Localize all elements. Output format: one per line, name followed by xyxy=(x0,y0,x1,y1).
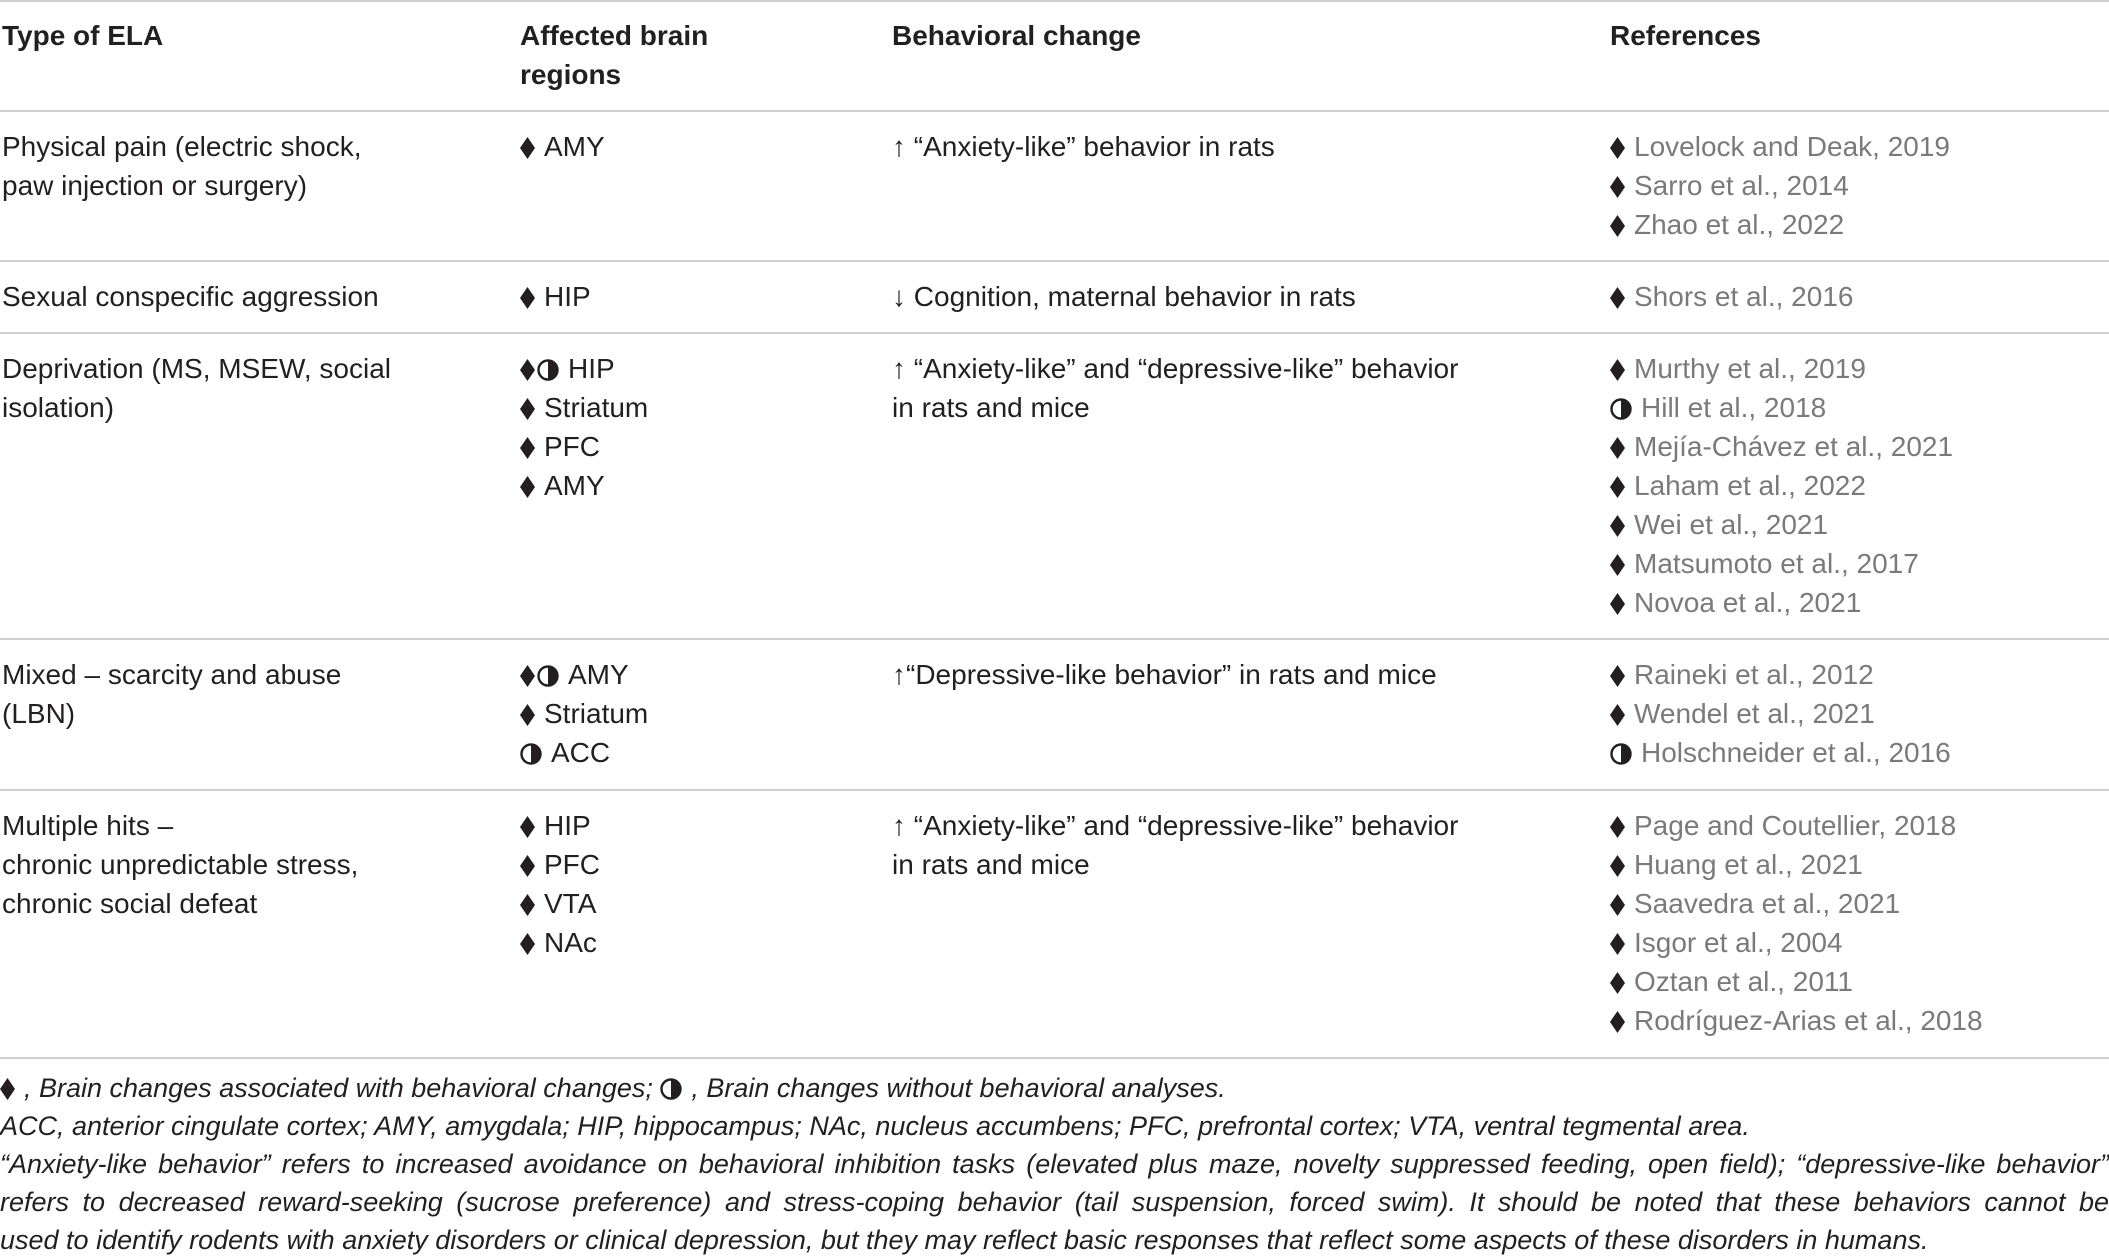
row-3-behavior-line: ↑ “Anxiety-like” and “depressive-like” behavior xyxy=(892,353,1459,384)
reference-text[interactable]: Wei et al., 2021 xyxy=(1634,509,1829,540)
row-2-type xyxy=(2,277,379,316)
region-item xyxy=(520,694,648,733)
row-4-type-line: Mixed – scarcity and abuse xyxy=(2,659,342,690)
region-text: HIP xyxy=(544,810,591,841)
row-3-type xyxy=(2,349,391,427)
footnote-abbreviations: ACC, anterior cingulate cortex; AMY, amygdala; HIP, hippocampus; NAc, nucleus accumbens; PFC, prefrontal cortex; VTA, ventral tegmental area. xyxy=(0,1111,1750,1141)
diamond-icon xyxy=(1610,972,1625,994)
region-text: Striatum xyxy=(544,392,649,423)
row-1-bottom-rule xyxy=(0,260,2109,262)
region-text: AMY xyxy=(568,659,629,690)
reference-text[interactable]: Huang et al., 2021 xyxy=(1634,849,1863,880)
row-3-type-line: isolation) xyxy=(2,392,115,423)
header-affected-brain-regions-line: Affected brain xyxy=(520,20,709,51)
row-5-type-line: Multiple hits – xyxy=(2,810,174,841)
region-item xyxy=(520,127,605,166)
reference-item[interactable] xyxy=(1610,466,1953,505)
row-5-type-line: chronic unpredictable stress, xyxy=(2,849,359,880)
reference-item[interactable] xyxy=(1610,583,1953,622)
reference-text[interactable]: Wendel et al., 2021 xyxy=(1634,698,1875,729)
diamond-icon xyxy=(1610,287,1625,309)
diamond-icon xyxy=(520,398,535,420)
diamond-icon xyxy=(520,894,535,916)
diamond-icon xyxy=(1610,476,1625,498)
region-item xyxy=(520,655,648,694)
region-item xyxy=(520,349,648,388)
half-circle-icon xyxy=(520,743,542,765)
diamond-icon xyxy=(520,287,535,309)
reference-text[interactable]: Zhao et al., 2022 xyxy=(1634,209,1845,240)
row-5-type-line: chronic social defeat xyxy=(2,888,258,919)
diamond-icon xyxy=(1610,215,1625,237)
row-3-behavior-line: in rats and mice xyxy=(892,392,1090,423)
diamond-icon xyxy=(520,359,535,381)
diamond-icon xyxy=(520,816,535,838)
reference-item[interactable] xyxy=(1610,277,1853,316)
region-item xyxy=(520,806,600,845)
diamond-icon xyxy=(1610,933,1625,955)
region-item xyxy=(520,388,648,427)
region-text: AMY xyxy=(544,131,605,162)
diamond-icon xyxy=(0,1078,15,1100)
reference-text[interactable]: Page and Coutellier, 2018 xyxy=(1634,810,1957,841)
row-2-type-line: Sexual conspecific aggression xyxy=(2,281,379,312)
reference-text[interactable]: Laham et al., 2022 xyxy=(1634,470,1866,501)
half-circle-icon xyxy=(1610,743,1632,765)
header-affected-brain-regions-line: regions xyxy=(520,59,622,90)
row-1-type xyxy=(2,127,361,205)
footnote-definition-line-1: “Anxiety-like behavior” refers to increased avoidance on behavioral inhibition tasks (elevated plus maze, novelty suppressed feeding, open field); “depressive-like behavior” xyxy=(0,1149,2109,1179)
reference-item[interactable] xyxy=(1610,349,1953,388)
region-text: PFC xyxy=(544,849,600,880)
row-1-behavior xyxy=(892,127,1275,166)
header-bottom-rule xyxy=(0,110,2109,112)
region-item xyxy=(520,845,600,884)
footnote-definition-line-3: used to identify rodents with anxiety disorders or clinical depression, but they may reflect basic responses that reflect some aspects of these disorders in humans. xyxy=(0,1225,1929,1255)
reference-item[interactable] xyxy=(1610,544,1953,583)
diamond-icon xyxy=(1610,894,1625,916)
region-text: HIP xyxy=(568,353,615,384)
diamond-icon xyxy=(1610,437,1625,459)
reference-text[interactable]: Rodríguez-Arias et al., 2018 xyxy=(1634,1005,1983,1036)
row-5-references xyxy=(1610,806,1983,1040)
reference-text[interactable]: Hill et al., 2018 xyxy=(1641,392,1827,423)
reference-item[interactable] xyxy=(1610,655,1951,694)
row-1-behavior-line: ↑ “Anxiety-like” behavior in rats xyxy=(892,131,1275,162)
reference-item[interactable] xyxy=(1610,884,1983,923)
row-2-bottom-rule xyxy=(0,332,2109,334)
row-3-references xyxy=(1610,349,1953,622)
legend-half-text: , Brain changes without behavioral analyses. xyxy=(691,1073,1226,1103)
diamond-icon xyxy=(1610,816,1625,838)
region-text: PFC xyxy=(544,431,600,462)
diamond-icon xyxy=(1610,176,1625,198)
reference-item[interactable] xyxy=(1610,166,1950,205)
row-2-behavior xyxy=(892,277,1356,316)
header-behavioral-change xyxy=(892,16,1141,55)
header-references xyxy=(1610,16,1761,55)
reference-text[interactable]: Matsumoto et al., 2017 xyxy=(1634,548,1919,579)
diamond-icon xyxy=(1610,665,1625,687)
row-5-behavior-line: ↑ “Anxiety-like” and “depressive-like” behavior xyxy=(892,810,1459,841)
reference-item[interactable] xyxy=(1610,845,1983,884)
reference-item[interactable] xyxy=(1610,505,1953,544)
diamond-icon xyxy=(520,137,535,159)
region-item xyxy=(520,427,648,466)
table-top-rule xyxy=(0,0,2109,2)
row-1-references xyxy=(1610,127,1950,244)
diamond-icon xyxy=(1610,1011,1625,1033)
header-behavioral-change-line: Behavioral change xyxy=(892,20,1141,51)
row-3-type-line: Deprivation (MS, MSEW, social xyxy=(2,353,391,384)
reference-item[interactable] xyxy=(1610,127,1950,166)
region-item xyxy=(520,923,600,962)
row-5-behavior-line: in rats and mice xyxy=(892,849,1090,880)
diamond-icon xyxy=(1610,593,1625,615)
region-text: VTA xyxy=(544,888,597,919)
diamond-icon xyxy=(520,855,535,877)
row-3-bottom-rule xyxy=(0,638,2109,640)
row-5-regions xyxy=(520,806,600,962)
reference-text[interactable]: Mejía-Chávez et al., 2021 xyxy=(1634,431,1954,462)
reference-item[interactable] xyxy=(1610,923,1983,962)
reference-text[interactable]: Shors et al., 2016 xyxy=(1634,281,1854,312)
reference-text[interactable]: Lovelock and Deak, 2019 xyxy=(1634,131,1950,162)
row-3-regions xyxy=(520,349,648,505)
diamond-icon xyxy=(520,437,535,459)
row-4-type-line: (LBN) xyxy=(2,698,76,729)
diamond-icon xyxy=(1610,554,1625,576)
legend-diamond-text: , Brain changes associated with behavioral changes; xyxy=(24,1073,661,1103)
region-text: NAc xyxy=(544,927,597,958)
footnote-legend xyxy=(0,1069,2109,1107)
region-item xyxy=(520,277,591,316)
row-2-behavior-line: ↓ Cognition, maternal behavior in rats xyxy=(892,281,1356,312)
table-footnotes xyxy=(0,1069,2109,1259)
header-type-of-ela xyxy=(2,16,163,55)
row-1-type-line: paw injection or surgery) xyxy=(2,170,308,201)
row-1-type-line: Physical pain (electric shock, xyxy=(2,131,362,162)
row-4-regions xyxy=(520,655,648,772)
header-affected-brain-regions xyxy=(520,16,708,94)
header-type-of-ela-line: Type of ELA xyxy=(2,20,164,51)
diamond-icon xyxy=(520,665,535,687)
diamond-icon xyxy=(1610,137,1625,159)
half-circle-icon xyxy=(537,359,559,381)
row-2-references xyxy=(1610,277,1853,316)
diamond-icon xyxy=(1610,359,1625,381)
reference-item[interactable] xyxy=(1610,388,1953,427)
row-4-behavior-line: ↑“Depressive-like behavior” in rats and mice xyxy=(892,659,1437,690)
diamond-icon xyxy=(1610,704,1625,726)
row-5-type xyxy=(2,806,358,923)
reference-item[interactable] xyxy=(1610,962,1983,1001)
region-text: Striatum xyxy=(544,698,649,729)
row-4-behavior xyxy=(892,655,1437,694)
diamond-icon xyxy=(520,476,535,498)
row-5-bottom-rule xyxy=(0,1057,2109,1059)
reference-text[interactable]: Isgor et al., 2004 xyxy=(1634,927,1843,958)
diamond-icon xyxy=(520,704,535,726)
reference-item[interactable] xyxy=(1610,1001,1983,1040)
region-item xyxy=(520,884,600,923)
diamond-icon xyxy=(1610,855,1625,877)
footnote-definition-line-2: refers to decreased reward-seeking (sucrose preference) and stress-coping behavior (tail suspension, forced swim). It should be noted that these behaviors cannot be xyxy=(0,1187,2109,1217)
reference-text[interactable]: Saavedra et al., 2021 xyxy=(1634,888,1901,919)
reference-text[interactable]: Novoa et al., 2021 xyxy=(1634,587,1862,618)
reference-text[interactable]: Holschneider et al., 2016 xyxy=(1641,737,1951,768)
half-circle-icon xyxy=(1610,398,1632,420)
half-circle-icon xyxy=(660,1078,682,1100)
half-circle-icon xyxy=(537,665,559,687)
reference-text[interactable]: Oztan et al., 2011 xyxy=(1634,966,1853,997)
region-text: AMY xyxy=(544,470,605,501)
row-4-bottom-rule xyxy=(0,789,2109,791)
header-references-line: References xyxy=(1610,20,1761,51)
diamond-icon xyxy=(1610,515,1625,537)
row-4-type xyxy=(2,655,341,733)
region-text: HIP xyxy=(544,281,591,312)
reference-item[interactable] xyxy=(1610,205,1950,244)
region-item xyxy=(520,733,648,772)
reference-item[interactable] xyxy=(1610,733,1951,772)
row-4-references xyxy=(1610,655,1951,772)
row-5-behavior xyxy=(892,806,1458,884)
diamond-icon xyxy=(520,933,535,955)
reference-item[interactable] xyxy=(1610,427,1953,466)
row-3-behavior xyxy=(892,349,1458,427)
region-text: ACC xyxy=(551,737,611,768)
reference-text[interactable]: Raineki et al., 2012 xyxy=(1634,659,1874,690)
row-1-regions xyxy=(520,127,605,166)
row-2-regions xyxy=(520,277,591,316)
reference-item[interactable] xyxy=(1610,694,1951,733)
reference-text[interactable]: Sarro et al., 2014 xyxy=(1634,170,1849,201)
region-item xyxy=(520,466,648,505)
reference-item[interactable] xyxy=(1610,806,1983,845)
reference-text[interactable]: Murthy et al., 2019 xyxy=(1634,353,1866,384)
